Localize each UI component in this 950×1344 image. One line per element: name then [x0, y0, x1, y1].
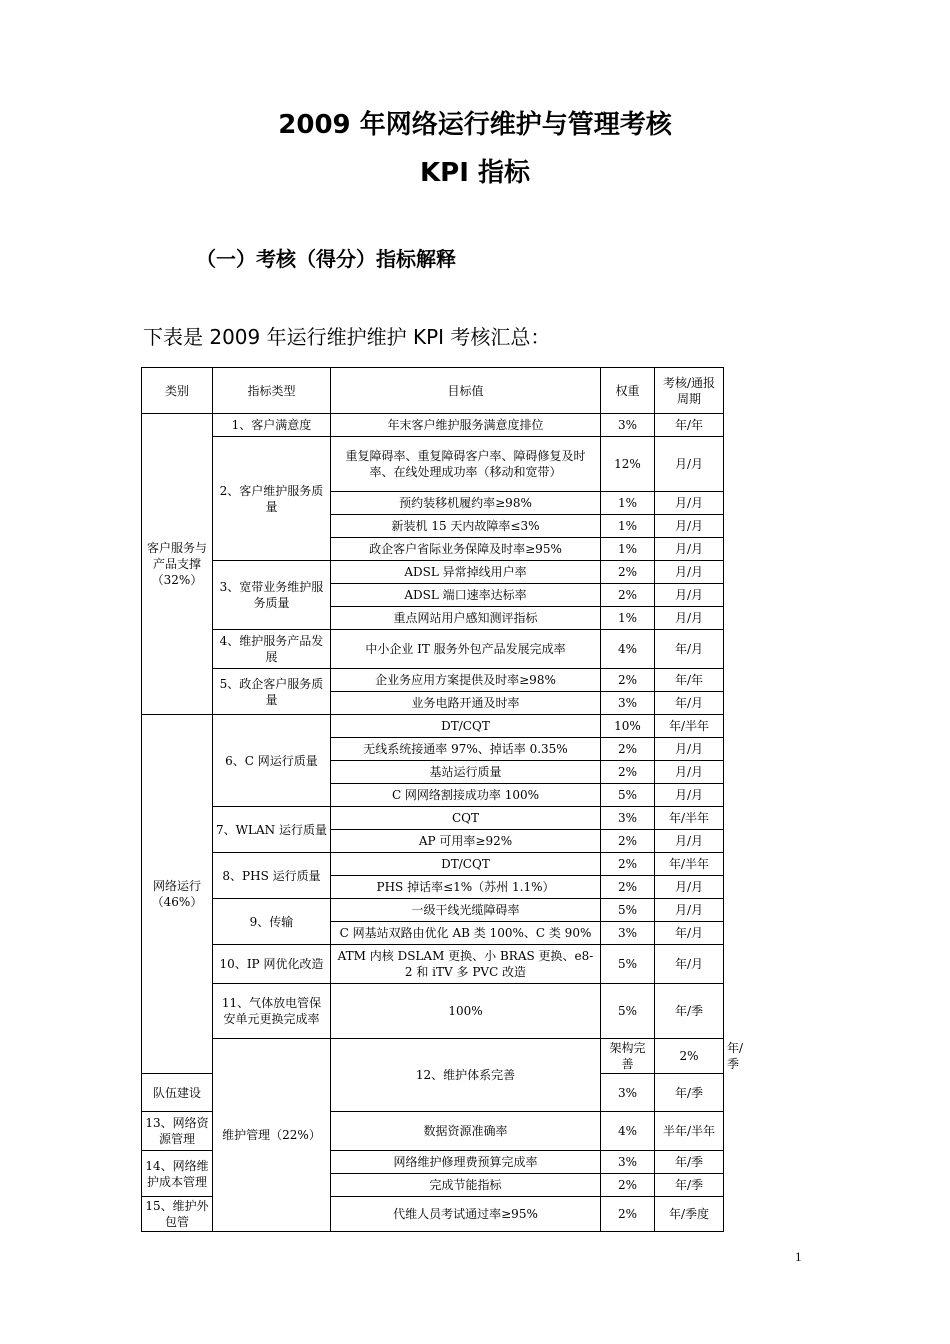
weight-cell: 3%	[601, 922, 655, 945]
category-cell: 网络运行（46%）	[142, 715, 213, 1074]
period-cell: 年/季	[655, 1074, 724, 1112]
target-cell: 重点网站用户感知测评指标	[331, 607, 601, 630]
target-cell: 完成节能指标	[331, 1174, 601, 1197]
target-cell: ATM 内核 DSLAM 更换、小 BRAS 更换、e8-2 和 iTV 多 PVC 改造	[331, 945, 601, 984]
target-cell: 政企客户省际业务保障及时率≥95%	[331, 538, 601, 561]
period-cell: 年/季	[655, 984, 724, 1039]
weight-cell: 2%	[601, 876, 655, 899]
type-cell: 5、政企客户服务质量	[213, 669, 331, 715]
type-cell: 14、网络维护成本管理	[142, 1151, 213, 1197]
weight-cell: 3%	[601, 807, 655, 830]
period-cell: 年/季度	[655, 1197, 724, 1232]
target-cell: ADSL 端口速率达标率	[331, 584, 601, 607]
period-cell: 年/年	[655, 414, 724, 437]
weight-cell: 5%	[601, 945, 655, 984]
target-cell: 队伍建设	[142, 1074, 213, 1112]
target-cell: 架构完善	[601, 1039, 655, 1074]
period-cell: 年/季	[655, 1174, 724, 1197]
weight-cell: 2%	[601, 830, 655, 853]
target-cell: 数据资源准确率	[331, 1112, 601, 1151]
weight-cell: 3%	[601, 1151, 655, 1174]
target-cell: PHS 掉话率≤1%（苏州 1.1%）	[331, 876, 601, 899]
period-cell: 月/月	[655, 538, 724, 561]
target-cell: 预约装移机履约率≥98%	[331, 492, 601, 515]
period-cell: 月/月	[655, 899, 724, 922]
weight-cell: 5%	[601, 984, 655, 1039]
header-period: 考核/通报周期	[655, 368, 724, 414]
period-cell: 月/月	[655, 738, 724, 761]
weight-cell: 2%	[601, 761, 655, 784]
target-cell: DT/CQT	[331, 853, 601, 876]
weight-cell: 2%	[601, 561, 655, 584]
type-cell: 2、客户维护服务质量	[213, 437, 331, 561]
target-cell: AP 可用率≥92%	[331, 830, 601, 853]
period-cell: 年/年	[655, 669, 724, 692]
period-cell: 月/月	[655, 492, 724, 515]
weight-cell: 2%	[655, 1039, 724, 1074]
weight-cell: 2%	[601, 738, 655, 761]
type-cell: 8、PHS 运行质量	[213, 853, 331, 899]
target-cell: C 网网络割接成功率 100%	[331, 784, 601, 807]
header-type: 指标类型	[213, 368, 331, 414]
weight-cell: 5%	[601, 784, 655, 807]
target-cell: 重复障碍率、重复障碍客户率、障碍修复及时率、在线处理成功率（移动和宽带）	[331, 437, 601, 492]
target-cell: 网络维护修理费预算完成率	[331, 1151, 601, 1174]
period-cell: 年/月	[655, 922, 724, 945]
period-cell: 年/半年	[655, 853, 724, 876]
period-cell: 年/月	[655, 630, 724, 669]
type-cell: 15、维护外包管	[142, 1197, 213, 1232]
intro-text: 下表是 2009 年运行维护维护 KPI 考核汇总：	[143, 325, 551, 349]
target-cell: 年末客户维护服务满意度排位	[331, 414, 601, 437]
page-number: 1	[795, 1249, 802, 1264]
header-weight: 权重	[601, 368, 655, 414]
category-cell: 客户服务与产品支撑（32%）	[142, 414, 213, 715]
target-cell: 无线系统接通率 97%、掉话率 0.35%	[331, 738, 601, 761]
target-cell: 一级干线光缆障碍率	[331, 899, 601, 922]
period-cell: 月/月	[655, 561, 724, 584]
weight-cell: 2%	[601, 853, 655, 876]
type-cell: 7、WLAN 运行质量	[213, 807, 331, 853]
type-cell: 1、客户满意度	[213, 414, 331, 437]
weight-cell: 12%	[601, 437, 655, 492]
period-cell: 年/季	[655, 1151, 724, 1174]
target-cell: CQT	[331, 807, 601, 830]
type-cell: 11、气体放电管保安单元更换完成率	[213, 984, 331, 1039]
header-target: 目标值	[331, 368, 601, 414]
period-cell: 月/月	[655, 784, 724, 807]
period-cell: 年/月	[655, 692, 724, 715]
period-cell: 月/月	[655, 830, 724, 853]
type-cell: 9、传输	[213, 899, 331, 945]
target-cell: DT/CQT	[331, 715, 601, 738]
weight-cell: 2%	[601, 584, 655, 607]
period-cell: 月/月	[655, 437, 724, 492]
weight-cell: 2%	[601, 669, 655, 692]
period-cell: 半年/半年	[655, 1112, 724, 1151]
weight-cell: 3%	[601, 692, 655, 715]
type-cell: 12、维护体系完善	[331, 1039, 601, 1112]
document-title-line1: 2009 年网络运行维护与管理考核	[278, 110, 672, 140]
document-title-line2: KPI 指标	[420, 158, 530, 188]
period-cell: 月/月	[655, 584, 724, 607]
target-cell: ADSL 异常掉线用户率	[331, 561, 601, 584]
period-cell: 月/月	[655, 876, 724, 899]
header-category: 类别	[142, 368, 213, 414]
period-cell: 年/月	[655, 945, 724, 984]
weight-cell: 2%	[601, 1174, 655, 1197]
weight-cell: 1%	[601, 492, 655, 515]
period-cell: 年/半年	[655, 715, 724, 738]
type-cell: 13、网络资源管理	[142, 1112, 213, 1151]
weight-cell: 2%	[601, 1197, 655, 1232]
table-right-rule	[723, 367, 727, 1227]
target-cell: 中小企业 IT 服务外包产品发展完成率	[331, 630, 601, 669]
period-cell: 月/月	[655, 515, 724, 538]
weight-cell: 4%	[601, 630, 655, 669]
weight-cell: 5%	[601, 899, 655, 922]
weight-cell: 4%	[601, 1112, 655, 1151]
weight-cell: 1%	[601, 538, 655, 561]
target-cell: 企业务应用方案提供及时率≥98%	[331, 669, 601, 692]
period-cell: 月/月	[655, 607, 724, 630]
target-cell: C 网基站双路由优化 AB 类 100%、C 类 90%	[331, 922, 601, 945]
target-cell: 业务电路开通及时率	[331, 692, 601, 715]
type-cell: 4、维护服务产品发展	[213, 630, 331, 669]
weight-cell: 3%	[601, 414, 655, 437]
weight-cell: 3%	[601, 1074, 655, 1112]
period-cell: 年/半年	[655, 807, 724, 830]
target-cell: 代维人员考试通过率≥95%	[331, 1197, 601, 1232]
weight-cell: 1%	[601, 515, 655, 538]
type-cell: 3、宽带业务维护服务质量	[213, 561, 331, 630]
target-cell: 新装机 15 天内故障率≤3%	[331, 515, 601, 538]
weight-cell: 1%	[601, 607, 655, 630]
kpi-table: 类别 指标类型 目标值 权重 考核/通报周期 客户服务与产品支撑（32%） 1、客户满意度 年末客户维护服务满意度排位 3% 年/年 2、客户维护服务质量 重复障碍率、重复障碍客户率、障碍修复及时率、在线处理成功率（移动和宽带） 12% 月/月 预约装移机履约率≥98% 1% 月/月 新装机 15 天内故障率≤3% 1% 月/月 政企客户省际业务保障及时率≥95% 1% 月/月 3、宽带业务维护服务质量 ADSL 异常掉线用户率 2% 月/月 ADSL 端口速率达标率 2% 月/月 重点网站用户感知测评指标 1% 月/月 4、维护服务产品发展 中小企业 IT 服务外包产品发展完成率 4% 年/月 5、政企客户服务质量 企业务应用方案提供及时率≥98% 2% 年/年 业务电路开通及时率 3% 年/月 网络运行（46%） 6、C 网运行质量 DT/CQT 10% 年/半年 无线系统接通率 97%、掉话率 0.35% 2% 月/月 基站运行质量 2% 月/月 C 网网络割接成功率 100% 5% 月/月 7、WLAN 运行质量 CQT 3% 年/半年 AP 可用率≥92% 2% 月/月 8、PHS 运行质量 DT/CQT 2% 年/半年 PHS 掉话率≤1%（苏州 1.1%） 2% 月/月 9、传输 一级干线光缆障碍率 5% 月/月 C 网基站双路由优化 AB 类 100%、C 类 90% 3% 年/月 10、IP 网优化改造 ATM 内核 DSLAM 更换、小 BRAS 更换、e8-2 和 iTV 多 PVC 改造 5% 年/月 11、气体放电管保安单元更换完成率 100% 5% 年/季 维护管理（22%） 12、维护体系完善 架构完善 2% 年/季 队伍建设 3% 年/季 13、网络资源管理 数据资源准确率 4% 半年/半年 14、网络维护成本管理 网络维护修理费预算完成率 3% 年/季 完成节能指标 2% 年/季 15、维护外包管 代维人员考试通过率≥95% 2% 年/季度	[141, 367, 724, 1232]
period-cell: 月/月	[655, 761, 724, 784]
type-cell: 6、C 网运行质量	[213, 715, 331, 807]
category-cell: 维护管理（22%）	[213, 1039, 331, 1232]
target-cell: 基站运行质量	[331, 761, 601, 784]
weight-cell: 10%	[601, 715, 655, 738]
type-cell: 10、IP 网优化改造	[213, 945, 331, 984]
target-cell: 100%	[331, 984, 601, 1039]
section-heading: （一）考核（得分）指标解释	[196, 247, 456, 271]
